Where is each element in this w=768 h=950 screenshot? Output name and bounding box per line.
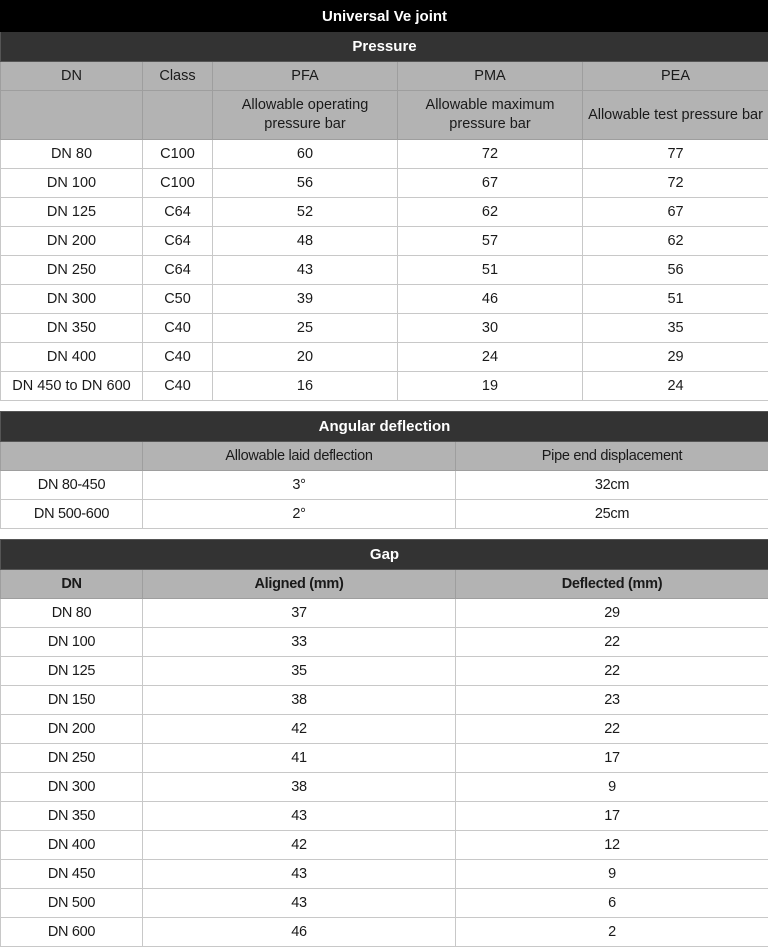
spacer [0, 401, 768, 411]
angular-header-cell [1, 442, 143, 471]
table-row [1, 169, 768, 198]
table-row [1, 471, 768, 500]
table-cell: 23 [456, 686, 768, 715]
table-cell: DN 350 [1, 802, 143, 831]
table-cell: 29 [583, 343, 768, 372]
gap-section-title: Gap [1, 540, 768, 570]
table-cell: DN 150 [1, 686, 143, 715]
table-cell: 62 [583, 227, 768, 256]
table-cell: 43 [143, 802, 456, 831]
table-row [1, 860, 768, 889]
table-cell: 67 [583, 198, 768, 227]
table-cell: DN 200 [1, 715, 143, 744]
pressure-section-title: Pressure [1, 32, 768, 62]
gap-header-cell: DN [1, 570, 143, 599]
table-cell: C50 [143, 285, 213, 314]
table-row [1, 343, 768, 372]
table-row [1, 372, 768, 401]
angular-section-title: Angular deflection [1, 412, 768, 442]
table-row [1, 227, 768, 256]
table-cell: 17 [456, 802, 768, 831]
table-cell: DN 100 [1, 169, 143, 198]
table-cell: 51 [583, 285, 768, 314]
pressure-table [0, 0, 768, 401]
table-cell: 60 [213, 140, 398, 169]
table-row [1, 744, 768, 773]
table-cell: 43 [143, 889, 456, 918]
table-cell: DN 450 [1, 860, 143, 889]
table-cell: DN 500-600 [1, 500, 143, 529]
pressure-sub-header-cell [1, 91, 143, 140]
table-cell: C40 [143, 314, 213, 343]
table-cell: DN 80 [1, 140, 143, 169]
table-cell: 57 [398, 227, 583, 256]
table-cell: DN 600 [1, 918, 143, 947]
table-row [1, 314, 768, 343]
pressure-sub-header-cell: Allowable test pressure bar [583, 91, 768, 140]
spacer [0, 529, 768, 539]
table-cell: 33 [143, 628, 456, 657]
table-cell: 6 [456, 889, 768, 918]
table-cell: 20 [213, 343, 398, 372]
table-cell: 56 [583, 256, 768, 285]
table-cell: 77 [583, 140, 768, 169]
table-row [1, 285, 768, 314]
table-row [1, 500, 768, 529]
table-cell: DN 200 [1, 227, 143, 256]
angular-header-cell: Pipe end displacement [456, 442, 768, 471]
gap-header-cell: Deflected (mm) [456, 570, 768, 599]
table-row [1, 773, 768, 802]
table-cell: DN 300 [1, 285, 143, 314]
table-cell: DN 350 [1, 314, 143, 343]
table-cell: 12 [456, 831, 768, 860]
table-cell: 19 [398, 372, 583, 401]
table-cell: 43 [143, 860, 456, 889]
table-cell: 67 [398, 169, 583, 198]
table-cell: 56 [213, 169, 398, 198]
angular-header-cell: Allowable laid deflection [143, 442, 456, 471]
table-row [1, 889, 768, 918]
table-cell: 46 [143, 918, 456, 947]
pressure-header-cell: DN [1, 62, 143, 91]
table-cell: DN 450 to DN 600 [1, 372, 143, 401]
table-cell: C100 [143, 140, 213, 169]
table-cell: 37 [143, 599, 456, 628]
table-cell: C40 [143, 372, 213, 401]
table-cell: 41 [143, 744, 456, 773]
table-cell: 25cm [456, 500, 768, 529]
table-cell: 43 [213, 256, 398, 285]
table-cell: 52 [213, 198, 398, 227]
table-row [1, 599, 768, 628]
pressure-header-cell: Class [143, 62, 213, 91]
table-cell: 29 [456, 599, 768, 628]
pressure-sub-header-cell: Allowable maximum pressure bar [398, 91, 583, 140]
table-cell: 22 [456, 715, 768, 744]
table-cell: 42 [143, 831, 456, 860]
table-cell: 24 [583, 372, 768, 401]
gap-table [0, 539, 768, 947]
table-row [1, 918, 768, 947]
table-cell: 72 [583, 169, 768, 198]
table-cell: 2 [456, 918, 768, 947]
pressure-header-cell: PEA [583, 62, 768, 91]
table-row [1, 686, 768, 715]
table-cell: 22 [456, 628, 768, 657]
pressure-sub-header-cell [143, 91, 213, 140]
table-cell: DN 125 [1, 657, 143, 686]
table-cell: 35 [583, 314, 768, 343]
table-cell: DN 250 [1, 744, 143, 773]
table-cell: C64 [143, 198, 213, 227]
table-cell: DN 400 [1, 831, 143, 860]
table-cell: 51 [398, 256, 583, 285]
table-cell: 38 [143, 686, 456, 715]
table-cell: 62 [398, 198, 583, 227]
pressure-header-cell: PFA [213, 62, 398, 91]
table-row [1, 715, 768, 744]
table-cell: DN 100 [1, 628, 143, 657]
table-cell: 30 [398, 314, 583, 343]
table-cell: 38 [143, 773, 456, 802]
table-cell: 24 [398, 343, 583, 372]
table-cell: C40 [143, 343, 213, 372]
pressure-header-cell: PMA [398, 62, 583, 91]
table-cell: 48 [213, 227, 398, 256]
table-cell: DN 80-450 [1, 471, 143, 500]
table-row [1, 628, 768, 657]
table-row [1, 831, 768, 860]
table-cell: 9 [456, 773, 768, 802]
table-cell: 35 [143, 657, 456, 686]
table-cell: DN 500 [1, 889, 143, 918]
table-row [1, 802, 768, 831]
table-cell: DN 250 [1, 256, 143, 285]
table-cell: 46 [398, 285, 583, 314]
table-row [1, 657, 768, 686]
table-cell: 2° [143, 500, 456, 529]
table-cell: 9 [456, 860, 768, 889]
table-cell: C100 [143, 169, 213, 198]
table-cell: C64 [143, 256, 213, 285]
table-cell: 3° [143, 471, 456, 500]
gap-header-cell: Aligned (mm) [143, 570, 456, 599]
table-cell: 16 [213, 372, 398, 401]
table-cell: 32cm [456, 471, 768, 500]
table-row [1, 198, 768, 227]
table-cell: 39 [213, 285, 398, 314]
table-cell: 42 [143, 715, 456, 744]
table-cell: 72 [398, 140, 583, 169]
table-cell: 17 [456, 744, 768, 773]
pressure-sub-header-cell: Allowable operating pressure bar [213, 91, 398, 140]
table-cell: DN 300 [1, 773, 143, 802]
table-cell: 22 [456, 657, 768, 686]
table-cell: DN 400 [1, 343, 143, 372]
table-row [1, 140, 768, 169]
document-title: Universal Ve joint [1, 1, 768, 32]
table-cell: DN 125 [1, 198, 143, 227]
angular-deflection-table [0, 411, 768, 529]
table-cell: 25 [213, 314, 398, 343]
table-cell: DN 80 [1, 599, 143, 628]
table-row [1, 256, 768, 285]
table-cell: C64 [143, 227, 213, 256]
